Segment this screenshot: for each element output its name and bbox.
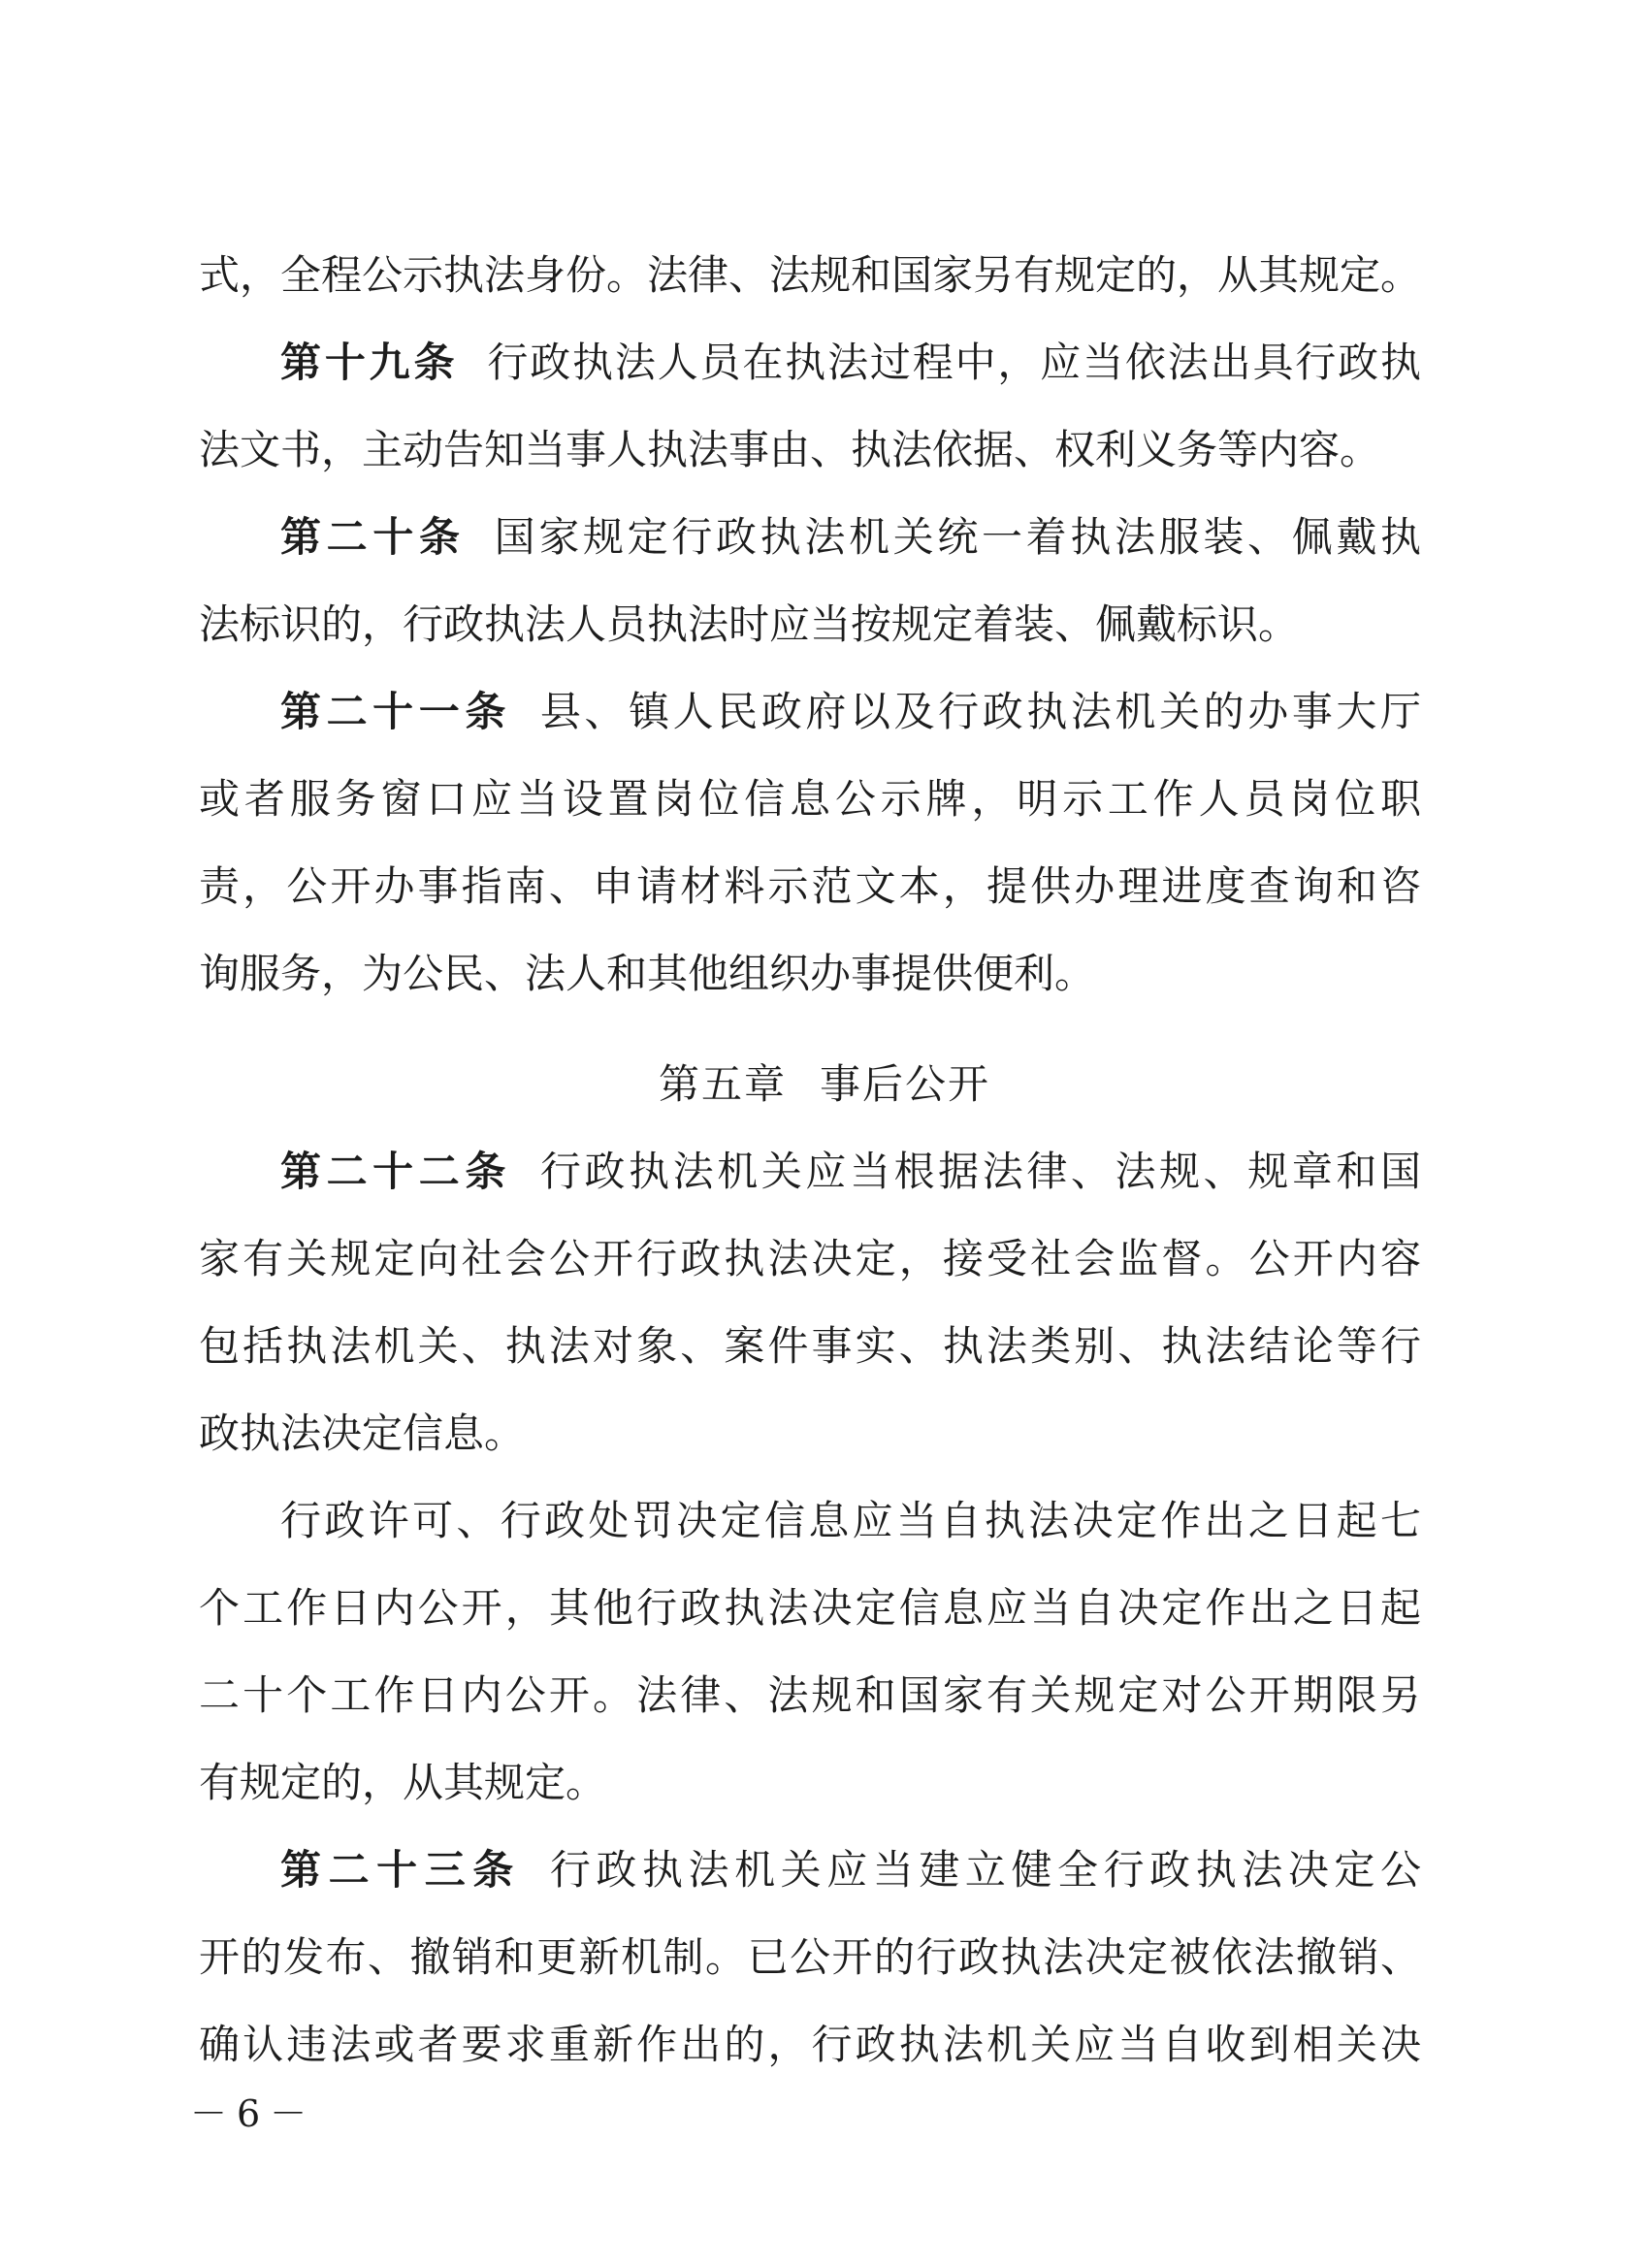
text-line: 个工作日内公开，其他行政执法决定信息应当自决定作出之日起 [199, 1584, 1421, 1632]
paragraph-first-line: 行政许可、行政处罚决定信息应当自执法决定作出之日起七 [280, 1497, 1421, 1544]
text-line: 二十个工作日内公开。法律、法规和国家有关规定对公开期限另 [199, 1671, 1421, 1719]
text-line: 法文书，主动告知当事人执法事由、执法依据、权利义务等内容。 [199, 426, 1381, 473]
article-22-heading-line: 第二十二条 行政执法机关应当根据法律、法规、规章和国 [280, 1148, 1421, 1195]
page-number: －6－ [190, 2092, 317, 2135]
article-20-heading-line: 第二十条 国家规定行政执法机关统一着执法服装、佩戴执 [280, 513, 1421, 561]
text-line: 询服务，为公民、法人和其他组织办事提供便利。 [199, 950, 1096, 997]
chapter-heading [0, 1057, 1649, 1112]
text-line: 有规定的，从其规定。 [199, 1759, 607, 1806]
article-21-heading-line: 第二十一条 县、镇人民政府以及行政执法机关的办事大厅 [280, 688, 1421, 735]
text-line: 式，全程公示执法身份。法律、法规和国家另有规定的，从其规定。 [199, 251, 1422, 299]
article-number: 第二十二条 [280, 1148, 511, 1195]
article-number: 第二十条 [280, 513, 466, 561]
text-line: 家有关规定向社会公开行政执法决定，接受社会监督。公开内容 [199, 1235, 1421, 1282]
chapter-number: 第五章 [658, 1060, 787, 1108]
text-line: 开的发布、撤销和更新机制。已公开的行政执法决定被依法撤销、 [199, 1933, 1421, 1981]
text-line: 法标识的，行政执法人员执法时应当按规定着装、佩戴标识。 [199, 600, 1300, 648]
article-19-heading-line: 第十九条 行政执法人员在执法过程中，应当依法出具行政执 [280, 339, 1421, 386]
text-line: 包括执法机关、执法对象、案件事实、执法类别、执法结论等行 [199, 1322, 1421, 1370]
text-line: 或者服务窗口应当设置岗位信息公示牌，明示工作人员岗位职 [199, 775, 1421, 823]
text-line: 政执法决定信息。 [199, 1409, 526, 1457]
text-line: 确认违法或者要求重新作出的，行政执法机关应当自收到相关决 [199, 2021, 1421, 2068]
article-number: 第二十一条 [280, 688, 511, 735]
article-number: 第十九条 [280, 339, 459, 386]
text-line: 责，公开办事指南、申请材料示范文本，提供办理进度查询和咨 [199, 862, 1421, 910]
chapter-title: 事后公开 [820, 1060, 991, 1108]
article-number: 第二十三条 [280, 1846, 521, 1894]
article-23-heading-line: 第二十三条 行政执法机关应当建立健全行政执法决定公 [280, 1846, 1421, 1894]
